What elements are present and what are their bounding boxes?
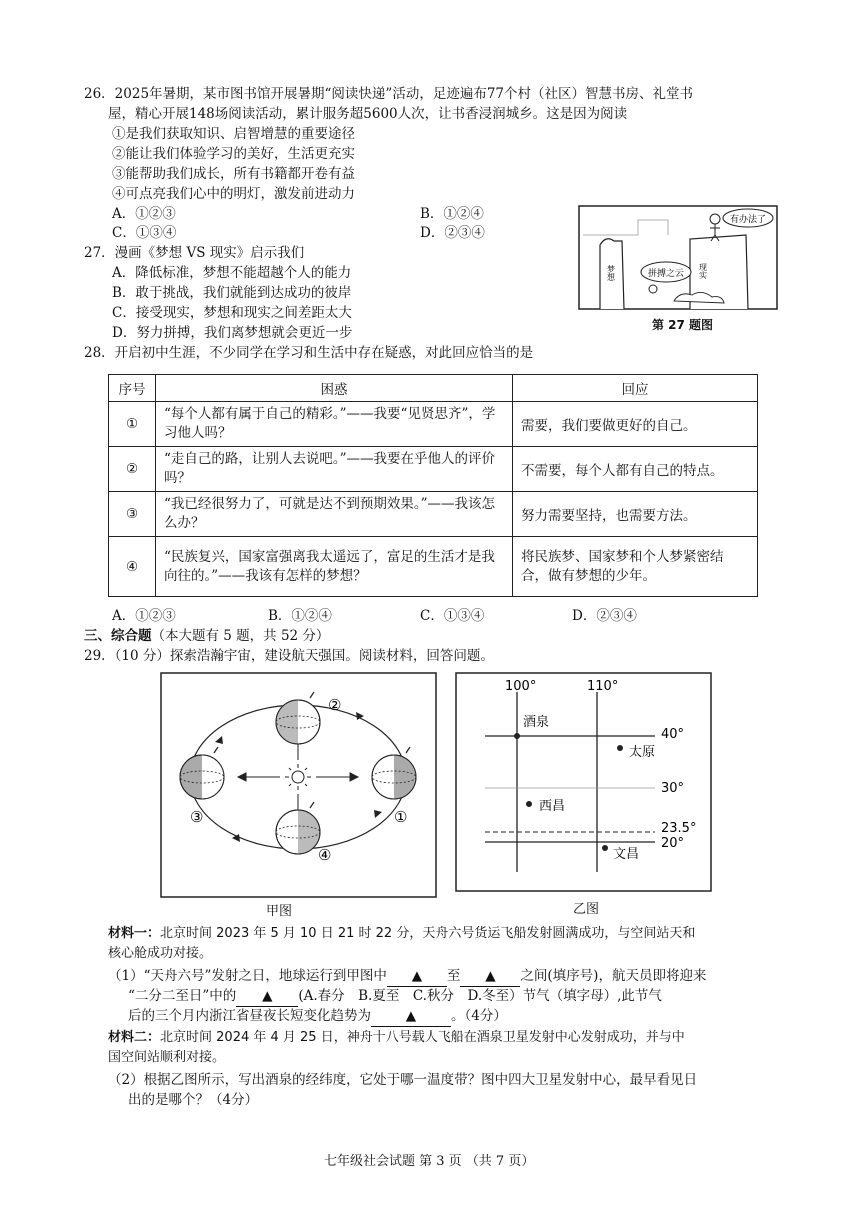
- q26-option-d: D．②③④: [420, 225, 485, 241]
- answer-blank-2[interactable]: ▲: [460, 966, 520, 987]
- q27-stem: 27．漫画《梦想 VS 现实》启示我们: [84, 245, 305, 261]
- material-2-line2: 国空间站顺利对接。: [108, 1050, 226, 1065]
- taiyuan-dot: [617, 745, 623, 751]
- orbit-label-1: ①: [394, 808, 408, 826]
- q26-statement-2: ②能让我们体验学习的美好，生活更充实: [112, 146, 355, 162]
- q29-part1-line3: [128, 1006, 507, 1027]
- section-title: [84, 626, 329, 646]
- q26-stem-line2: 屋，精心开展148场阅读活动，累计服务超5600人次，让书香浸润城乡。这是因为阅读: [108, 106, 628, 122]
- material-1-line2: 核心舱成功对接。: [108, 946, 213, 961]
- lat-label-40: 40°: [661, 727, 685, 742]
- row-response: 需要，我们要做更好的自己。: [513, 402, 758, 447]
- q28-option-a: A．①②③: [112, 608, 176, 624]
- q28-option-d: D．②③④: [572, 608, 637, 624]
- city-xichang: 西昌: [539, 799, 566, 814]
- city-wenchang: 文昌: [613, 847, 640, 862]
- table-row: [109, 447, 758, 492]
- xichang-dot: [526, 801, 532, 807]
- lon-label-110: 110°: [587, 679, 619, 694]
- cartoon-dream-label: 梦想: [606, 265, 616, 281]
- material-1-label: 材料一：: [108, 926, 161, 941]
- figure-a-earth-orbit: [160, 672, 437, 898]
- q27-cartoon: [578, 205, 778, 310]
- q26-statement-3: ③能帮助我们成长，所有书籍都开卷有益: [112, 166, 355, 182]
- cartoon-cloud-label: 拼搏之云: [647, 269, 685, 279]
- person-icon: [710, 214, 720, 224]
- row-confusion: “每个人都有属于自己的精彩。”——我要“见贤思齐”，学习他人吗？: [156, 402, 513, 447]
- row-no: ④: [109, 537, 156, 597]
- q27-option-d: D．努力拼搏，我们离梦想就会更近一步: [112, 325, 353, 341]
- table-row: [109, 537, 758, 597]
- material-2-line1: [108, 1028, 685, 1048]
- part1-text-e: (A.春分 B.夏至 C.秋分 D.冬至）节气（填字母）,此节气: [298, 988, 662, 1004]
- answer-blank-3[interactable]: ▲: [236, 986, 298, 1007]
- lon-label-100: 100°: [505, 679, 537, 694]
- part1-text-a: （1）“天舟六号”发射之日，地球运行到甲图中: [108, 968, 387, 984]
- row-confusion: “我已经很努力了，可就是达不到预期效果。”——我该怎么办？: [156, 492, 513, 537]
- q27-figure-caption: 第 27 题图: [652, 318, 714, 332]
- q28-option-c: C．①③④: [420, 608, 485, 624]
- sun-icon: [292, 771, 304, 783]
- city-taiyuan: 太原: [629, 745, 656, 760]
- earth-position-3: [180, 755, 224, 799]
- earth-position-2: [276, 700, 320, 744]
- q28-table: [108, 374, 758, 597]
- q28-stem: 28．开启初中生涯，不少同学在学习和生活中存在疑惑，对此回应恰当的是: [84, 345, 534, 361]
- part1-text-d: “二分二至日”中的: [128, 988, 237, 1004]
- q26-statement-1: ①是我们获取知识、启智增慧的重要途径: [112, 126, 355, 142]
- cartoon-bubble-1: 有办法了: [729, 215, 767, 225]
- q29-part1-line2: [128, 986, 662, 1007]
- row-response: 努力需要坚持，也需要方法。: [513, 492, 758, 537]
- row-response: 将民族梦、国家梦和个人梦紧密结合，做有梦想的少年。: [513, 537, 758, 597]
- earth-position-1: [372, 755, 416, 799]
- row-response: 不需要，每个人都有自己的特点。: [513, 447, 758, 492]
- q26-stem-line1: 26．2025年暑期，某市图书馆开展暑期“阅读快递”活动，足迹遍布77个村（社区）智慧书房、礼堂书: [84, 86, 694, 102]
- row-confusion: “民族复兴，国家富强离我太遥远了，富足的生活才是我向往的。”——我该有怎样的梦想？: [156, 537, 513, 597]
- q29-stem: 29．（10 分）探索浩瀚宇宙，建设航天强国。阅读材料，回答问题。: [84, 648, 494, 664]
- lat-label-23-5: 23.5°: [661, 821, 697, 836]
- jiuquan-dot: [514, 733, 520, 739]
- table-row: [109, 402, 758, 447]
- q26-option-c: C．①③④: [112, 225, 177, 241]
- figure-b-map: [455, 672, 712, 892]
- part1-text-f: 后的三个月内浙江省昼夜长短变化趋势为: [128, 1008, 371, 1024]
- q29-part2-line1: （2）根据乙图所示，写出酒泉的经纬度，它处于哪一温度带？图中四大卫星发射中心，最早看见日: [108, 1072, 698, 1088]
- lat-label-30: 30°: [661, 781, 685, 796]
- material-2-text: 北京时间 2024 年 4 月 25 日，神舟十八号载人飞船在酒泉卫星发射中心发射成功，并与中: [160, 1030, 685, 1045]
- row-confusion: “走自己的路，让别人去说吧。”——我要在乎他人的评价吗？: [156, 447, 513, 492]
- q29-part1-line1: [108, 966, 706, 987]
- part1-text-c: 之间(填序号)，航天员即将迎来: [520, 968, 707, 984]
- figure-a-caption: 甲图: [266, 904, 293, 919]
- city-jiuquan: 酒泉: [523, 715, 550, 730]
- material-1-text: 北京时间 2023 年 5 月 10 日 21 时 22 分，天舟六号货运飞船发射圆满成功，与空间站天和: [160, 926, 696, 941]
- table-row: [109, 492, 758, 537]
- material-2-label: 材料二：: [108, 1030, 161, 1045]
- q27-option-b: B．敢于挑战，我们就能到达成功的彼岸: [112, 285, 352, 301]
- q26-option-b: B．①②④: [420, 206, 484, 222]
- lat-label-20: 20°: [661, 836, 685, 851]
- q26-statement-4: ④可点亮我们心中的明灯，激发前进动力: [112, 186, 355, 202]
- section-note: （本大题有 5 题，共 52 分）: [151, 628, 330, 644]
- q26-option-a: A．①②③: [112, 206, 176, 222]
- row-no: ②: [109, 447, 156, 492]
- part1-text-b: 至: [446, 968, 461, 984]
- figure-b-caption: 乙图: [573, 902, 600, 917]
- row-no: ①: [109, 402, 156, 447]
- wenchang-dot: [602, 845, 608, 851]
- q29-part2-line2: 出的是哪个？（4分）: [128, 1092, 259, 1108]
- answer-blank-4[interactable]: ▲: [371, 1006, 451, 1027]
- answer-blank-1[interactable]: ▲: [387, 966, 447, 987]
- q28-option-b: B．①②④: [268, 608, 332, 624]
- header-response: 回应: [513, 375, 758, 402]
- table-header-row: [109, 375, 758, 402]
- material-1-line1: [108, 924, 695, 944]
- cartoon-reality-label: 现实: [698, 263, 708, 279]
- header-no: 序号: [109, 375, 156, 402]
- q27-option-a: A．降低标准，梦想不能超越个人的能力: [112, 265, 352, 281]
- earth-position-4: [276, 810, 320, 854]
- row-no: ③: [109, 492, 156, 537]
- page-footer: 七年级社会试题 第 3 页 （共 7 页）: [324, 1154, 535, 1169]
- orbit-label-2: ②: [328, 696, 342, 714]
- orbit-label-4: ④: [318, 846, 332, 864]
- part1-text-g: 。（4分）: [451, 1008, 507, 1024]
- q27-option-c: C．接受现实，梦想和现实之间差距太大: [112, 305, 352, 321]
- header-confusion: 困惑: [156, 375, 513, 402]
- section-title-text: 三、综合题: [84, 628, 152, 644]
- orbit-label-3: ③: [190, 808, 204, 826]
